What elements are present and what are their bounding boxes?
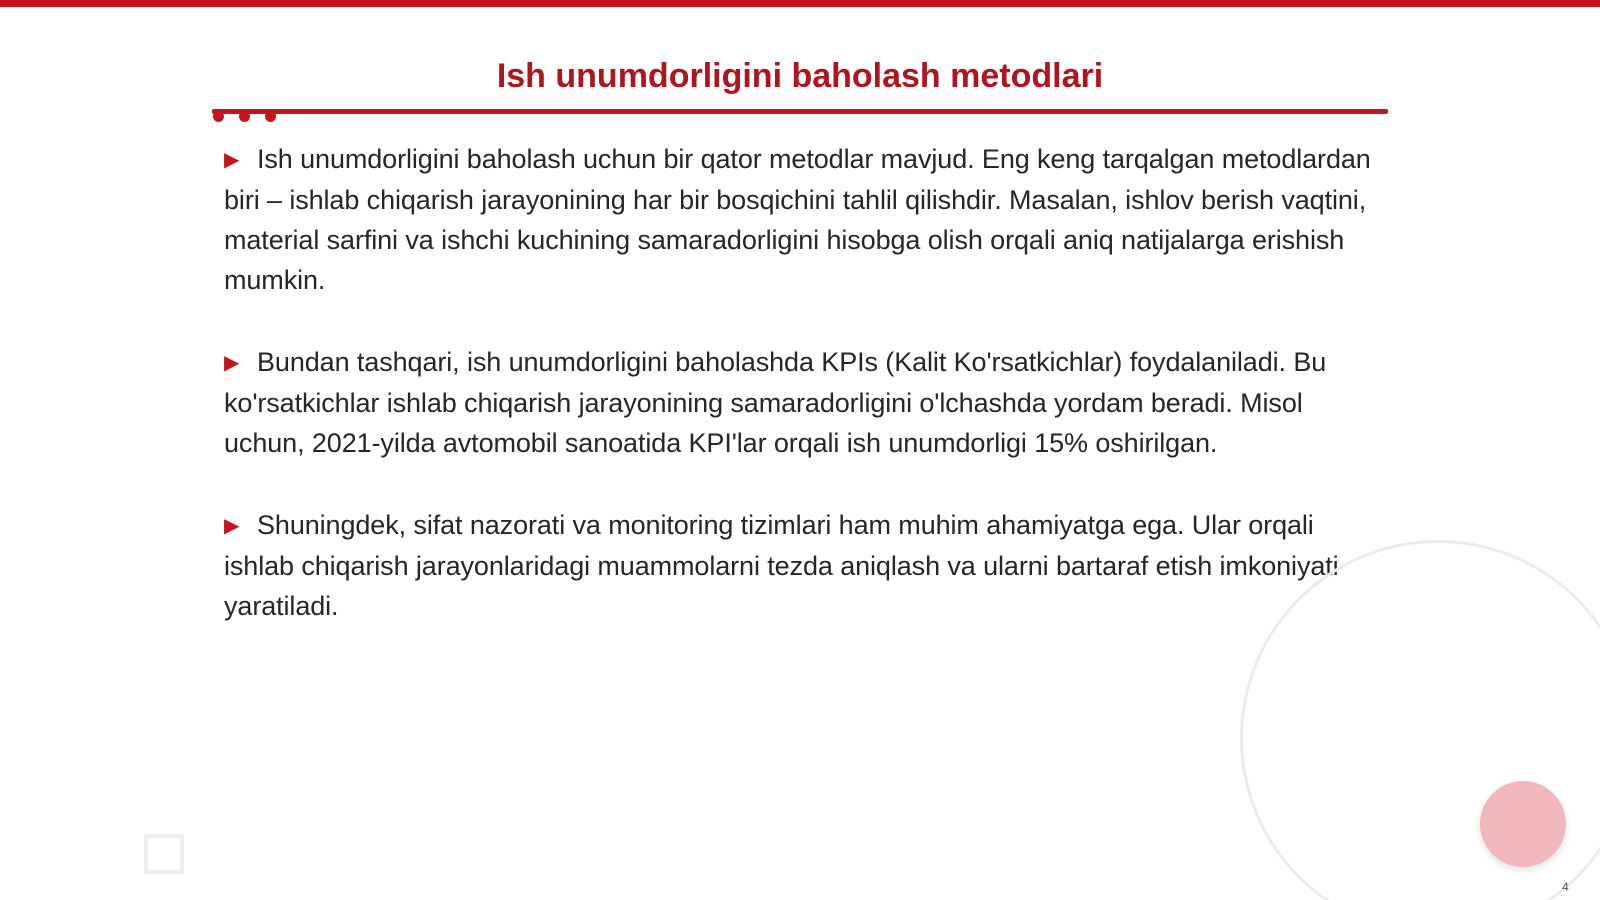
bullet-text: Ish unumdorligini baholash uchun bir qator metodlar mavjud. Eng keng tarqalgan metodlardan biri – ishlab chiqarish jarayonining har bir bosqichini tahlil qilishdir. Masalan, ishlov berish vaqtini, material sarfini va ishchi kuchining samaradorligini hisobga olish orqali aniq natijalarga erishish mumkin. bbox=[224, 144, 1371, 295]
top-accent-bar bbox=[0, 0, 1600, 7]
decorative-square-outline bbox=[144, 834, 184, 874]
slide-title: Ish unumdorligini baholash metodlari bbox=[496, 57, 1104, 95]
bullet-list bbox=[224, 139, 1384, 668]
bullet-text: Bundan tashqari, ish unumdorligini baholashda KPIs (Kalit Ko'rsatkichlar) foydalaniladi. Bu ko'rsatkichlar ishlab chiqarish jarayonining samaradorligini o'lchashda yordam beradi. Misol uchun, 2021-yilda avtomobil sanoatida KPI'lar orqali ish unumdorligi 15% oshirilgan. bbox=[224, 347, 1327, 458]
underline-dot bbox=[265, 111, 276, 122]
page-number: 4 bbox=[1562, 880, 1569, 894]
bullet-item bbox=[224, 342, 1384, 463]
triangle-bullet-icon: ▶ bbox=[224, 515, 240, 537]
underline-dot bbox=[213, 111, 224, 122]
bullet-text: Shuningdek, sifat nazorati va monitoring tizimlari ham muhim ahamiyatga ega. Ular orqali ishlab chiqarish jarayonlaridagi muammolarni tezda aniqlash va ularni bartaraf etish imkoniyati yaratiladi. bbox=[224, 510, 1339, 621]
triangle-bullet-icon: ▶ bbox=[224, 352, 240, 374]
title-underline bbox=[212, 109, 1388, 114]
triangle-bullet-icon: ▶ bbox=[224, 149, 240, 171]
underline-dot bbox=[239, 111, 250, 122]
decorative-pink-circle bbox=[1480, 781, 1566, 867]
bullet-item bbox=[224, 505, 1384, 626]
bullet-item bbox=[224, 139, 1384, 300]
